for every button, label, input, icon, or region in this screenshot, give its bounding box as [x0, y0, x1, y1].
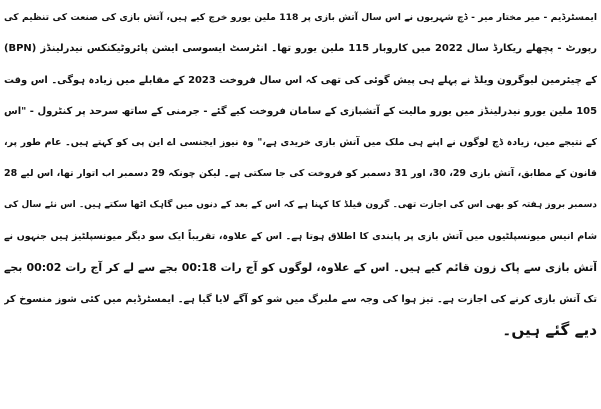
article-line: دسمبر بروز ہفتہ کو بھی اس کی اجازت تھی۔ گرون فیلڈ کا کہنا ہے کہ اس کے بعد کے دنوں میں گاہک اٹھا سکتے ہیں۔ اس نئے سال کی [4, 199, 597, 210]
news-article [4, 2, 597, 407]
article-line: آتش بازی سے پاک زون قائم کیے ہیں۔ اس کے علاوہ، لوگوں کو آج رات 00:18 بجے سے لے کر آج رات 00:02 بجے [4, 261, 597, 275]
article-line: کے چیئرمین لیوگرون ویلڈ نے پہلے ہی پیش گوئی کی تھی کہ اس سال فروخت 2023 کے مقابلے میں زیادہ ہوگی۔ اس وقت [4, 74, 597, 86]
article-line: دیے گئے ہیں۔ [502, 320, 597, 339]
article-line: تک آتش بازی کرنے کی اجازت ہے۔ تیز ہوا کی وجہ سے ملبرگ میں شو کو آگے لایا گیا ہے۔ ایمسٹرڈیم میں کئی شوز منسوخ کر [4, 293, 597, 305]
article-line: کے نتیجے میں، زیادہ ڈچ لوگوں نے اپنے ہی ملک میں آتش بازی خریدی ہے،" وہ نیوز ایجنسی اے این پی کو کہتے ہیں۔ عام طور پر، [4, 137, 597, 149]
article-line: ایمسٹرڈیم - میر مختار میر - ڈچ شہریوں نے اس سال آتش بازی پر 118 ملین یورو خرچ کیے ہیں، آتش بازی کی صنعت کی تنظیم کی [4, 12, 597, 23]
article-line: 105 ملین یورو نیدرلینڈز میں یورو مالیت کے آتشبازی کے سامان فروخت کیے گئے - جرمنی کے ساتھ سرحد پر کنٹرول - "اس [4, 105, 597, 117]
article-line: شام انیس میونسپلٹیوں میں آتش بازی پر پابندی کا اطلاق ہوتا ہے۔ اس کے علاوہ، تقریباً ایک سو دیگر میونسپلٹیز ہیں جنہوں نے [4, 231, 597, 243]
article-line: رپورٹ - پچھلے ریکارڈ سال 2022 میں کاروبار 115 ملین یورو تھا۔ انٹرسٹ ایسوسی ایشن پائروٹیکنکس نیدرلینڈز (BPN) [4, 43, 597, 55]
article-line: قانون کے مطابق، آتش بازی 29، 30، اور 31 دسمبر کو فروخت کی جا سکتی ہے۔ لیکن چونکہ 29 دسمبر اب اتوار تھا، اس لیے 28 [4, 168, 597, 180]
